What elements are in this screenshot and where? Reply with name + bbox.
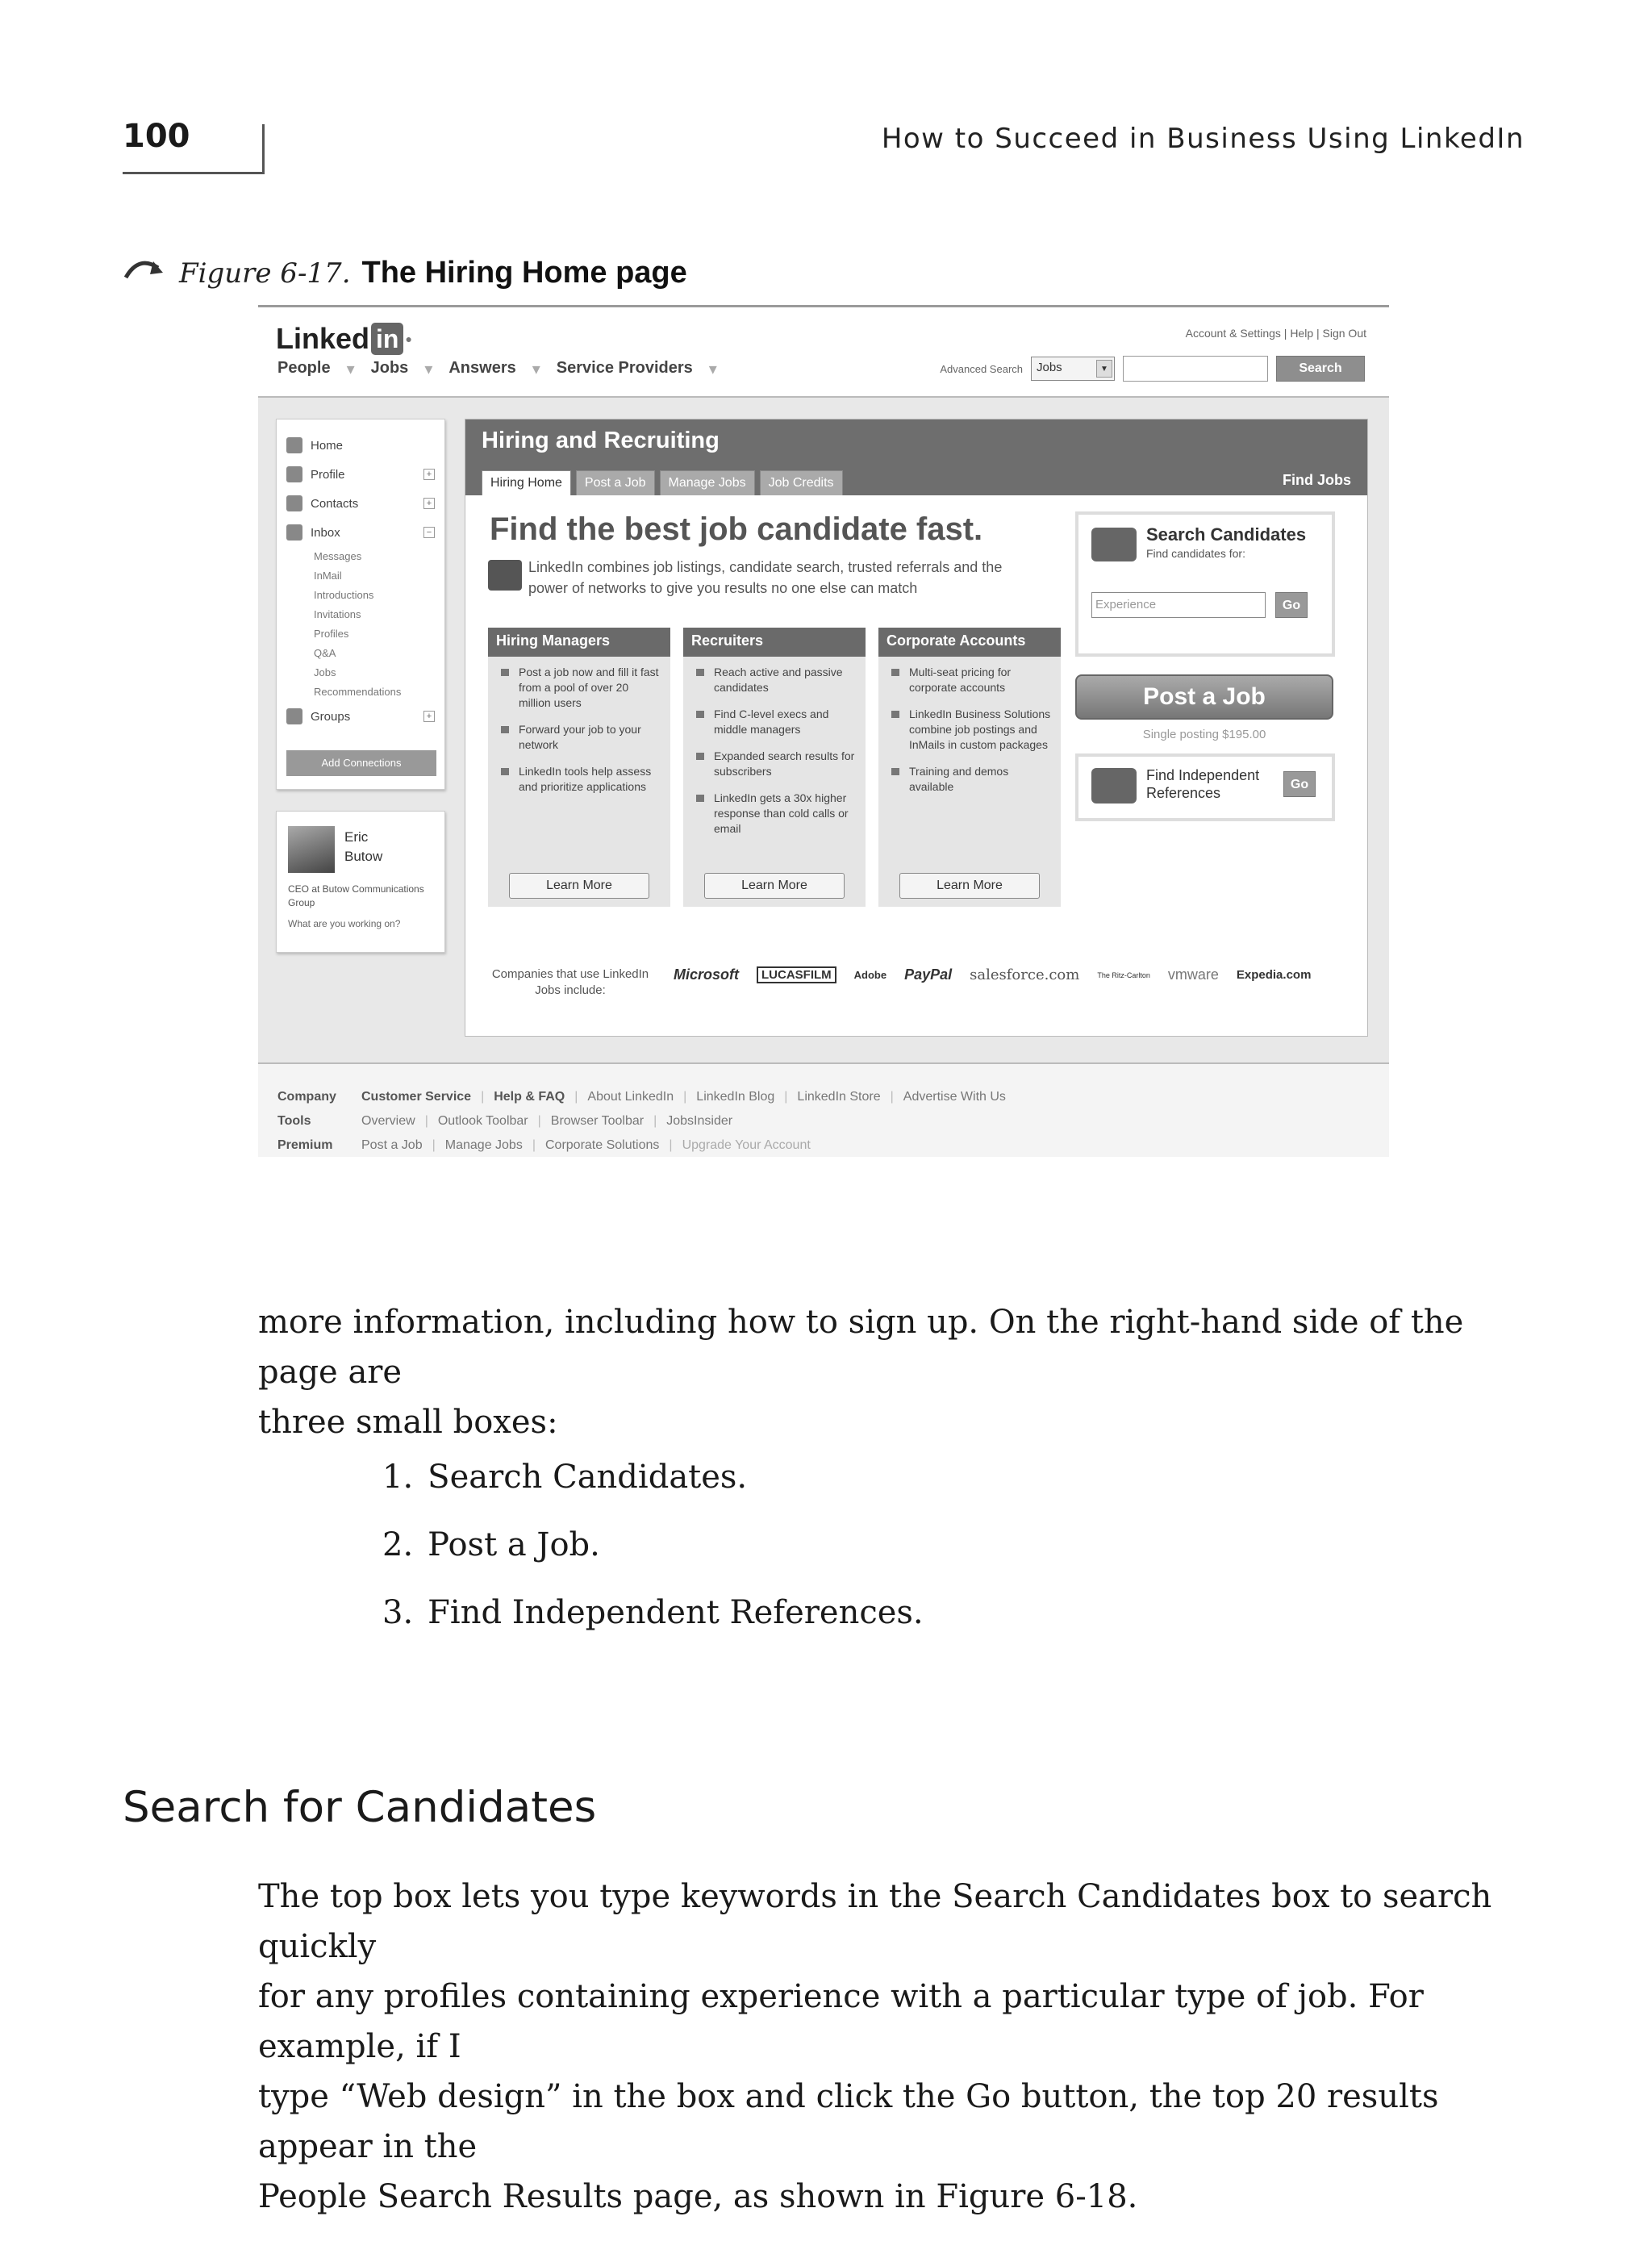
hiring-tabs (482, 470, 843, 495)
footer-link[interactable]: Browser Toolbar (550, 1114, 645, 1128)
learn-more-button[interactable]: Learn More (509, 873, 649, 899)
figure-label: Figure 6-17. (179, 257, 351, 290)
sidebar-item-groups[interactable] (286, 702, 435, 731)
curved-arrow-icon (123, 253, 168, 282)
list-item: Reach active and passive candidates (693, 665, 856, 695)
hiring-title: Hiring and Recruiting (482, 428, 720, 453)
footer-link[interactable]: LinkedIn Store (797, 1090, 881, 1104)
column-recruiters (683, 628, 866, 907)
footer-link[interactable]: Manage Jobs (444, 1138, 523, 1152)
tab-job-credits[interactable]: Job Credits (760, 470, 843, 495)
nav-service-providers[interactable]: Service Providers (556, 359, 693, 377)
logo-text: Linked (276, 322, 370, 355)
profile-card (276, 811, 445, 953)
sidebar-subitem-recommendations[interactable]: Recommendations (314, 686, 402, 698)
footer-link[interactable]: Post a Job (361, 1138, 423, 1152)
figure-caption (123, 253, 687, 290)
header-search (940, 356, 1365, 382)
companies-label: Companies that use LinkedIn Jobs include: (491, 967, 649, 997)
footer-link[interactable]: Help & FAQ (494, 1090, 565, 1104)
chevron-down-icon: ▼ (1096, 360, 1112, 378)
search-candidates-go-button[interactable]: Go (1275, 592, 1308, 618)
nav-dropdown-icon[interactable]: ▾ (424, 361, 433, 378)
references-icon (1091, 768, 1137, 804)
list-text: Search Candidates. (428, 1459, 748, 1496)
list-item: Training and demos available (888, 764, 1051, 795)
sidebar-subitem-profiles[interactable]: Profiles (314, 628, 349, 640)
list-number: 1. (382, 1459, 414, 1496)
nav-dropdown-icon[interactable]: ▾ (346, 361, 355, 378)
expand-icon[interactable]: + (423, 711, 435, 722)
column-corporate-accounts (878, 628, 1061, 907)
sidebar-item-contacts[interactable] (286, 489, 435, 518)
groups-icon (286, 708, 302, 724)
sidebar-item-inbox[interactable] (286, 518, 435, 547)
list-text: Post a Job. (428, 1526, 600, 1563)
tab-post-a-job[interactable]: Post a Job (576, 470, 655, 495)
footer-link[interactable]: JobsInsider (666, 1114, 733, 1128)
nav-people[interactable]: People (277, 359, 331, 377)
search-candidates-title: Search Candidates (1146, 524, 1307, 545)
footer-link[interactable]: Advertise With Us (903, 1090, 1006, 1104)
sidebar-subitem-qa[interactable]: Q&A (314, 647, 336, 659)
list-item: Forward your job to your network (498, 722, 661, 753)
footer-link[interactable]: LinkedIn Blog (696, 1090, 775, 1104)
home-icon (286, 437, 302, 453)
learn-more-button[interactable]: Learn More (899, 873, 1040, 899)
avatar[interactable] (288, 826, 335, 873)
learn-more-button[interactable]: Learn More (704, 873, 845, 899)
profile-last-name: Butow (344, 849, 383, 864)
paragraph-line: People Search Results page, as shown in Figure 6-18. (258, 2178, 1138, 2215)
experience-input[interactable]: Experience (1091, 592, 1266, 618)
search-candidates-subtitle: Find candidates for: (1146, 547, 1245, 560)
list-item (382, 1526, 924, 1594)
paragraph-line: three small boxes: (258, 1404, 558, 1441)
column-hiring-managers (488, 628, 670, 907)
sidebar-item-label: Inbox (311, 525, 340, 540)
logo-in-badge: in (371, 323, 403, 355)
footer-heading: Tools (277, 1114, 311, 1128)
body-paragraph-1 (258, 1297, 1533, 1447)
list-number: 2. (382, 1526, 414, 1563)
vmware-logo: vmware (1167, 966, 1219, 983)
tab-manage-jobs[interactable]: Manage Jobs (660, 470, 755, 495)
profile-headline: CEO at Butow Communications Group (288, 883, 424, 908)
footer-heading: Premium (277, 1138, 333, 1152)
account-links[interactable]: Account & Settings | Help | Sign Out (1185, 327, 1366, 340)
hiring-headline: Find the best job candidate fast. (490, 511, 983, 547)
profile-name[interactable] (344, 828, 382, 866)
advanced-search-link[interactable]: Advanced Search (940, 362, 1023, 375)
search-input[interactable] (1123, 356, 1268, 382)
paragraph-line: more information, including how to sign up. On the right-hand side of the page are (258, 1304, 1464, 1391)
sidebar-item-label: Contacts (311, 496, 359, 511)
list-text: Find Independent References. (428, 1594, 924, 1631)
footer-row-tools: Tools Overview | Outlook Toolbar | Browser Toolbar | JobsInsider (277, 1114, 733, 1128)
list-item: Expanded search results for subscribers (693, 749, 856, 779)
footer-link[interactable]: Upgrade Your Account (682, 1138, 811, 1152)
hiring-content (465, 419, 1368, 1037)
footer-link[interactable]: About LinkedIn (587, 1090, 674, 1104)
list-item: LinkedIn gets a 30x higher response than cold calls or email (693, 791, 856, 837)
hiring-header-bar (465, 419, 1367, 495)
running-head: How to Succeed in Business Using LinkedIn (881, 123, 1525, 155)
find-jobs-link[interactable]: Find Jobs (1283, 472, 1351, 488)
collapse-icon[interactable]: − (423, 527, 435, 538)
footer-link[interactable]: Overview (361, 1114, 415, 1128)
nav-jobs[interactable]: Jobs (370, 359, 409, 377)
section-heading: Search for Candidates (123, 1783, 597, 1832)
search-type-select[interactable] (1031, 357, 1115, 381)
tab-hiring-home[interactable]: Hiring Home (482, 470, 571, 495)
list-item: Find C-level execs and middle managers (693, 707, 856, 737)
nav-dropdown-icon[interactable]: ▾ (708, 361, 717, 378)
sidebar-subitem-invitations[interactable]: Invitations (314, 608, 361, 620)
search-button[interactable]: Search (1276, 356, 1365, 382)
list-item (382, 1594, 924, 1662)
footer-link[interactable]: Outlook Toolbar (437, 1114, 528, 1128)
list-item: Post a job now and fill it fast from a pool of over 20 million users (498, 665, 661, 711)
sidebar-subitem-introductions[interactable]: Introductions (314, 589, 374, 601)
paypal-logo: PayPal (904, 966, 953, 983)
linkedin-screenshot (258, 305, 1389, 1157)
people-search-icon (1091, 528, 1137, 561)
figure-title: The Hiring Home page (361, 256, 687, 290)
registered-mark-icon: ● (405, 332, 412, 345)
sidebar-subitem-inmail[interactable]: InMail (314, 570, 342, 582)
search-type-value: Jobs (1037, 361, 1062, 374)
column-heading: Hiring Managers (488, 628, 670, 657)
profile-first-name: Eric (344, 829, 369, 845)
sidebar-item-label: Profile (311, 467, 345, 482)
paragraph-line: for any profiles containing experience with a particular type of job. For example, if I (258, 1978, 1424, 2065)
left-sidebar (276, 419, 445, 790)
list-number: 3. (382, 1594, 414, 1631)
contacts-icon (286, 495, 302, 511)
inbox-icon (286, 524, 302, 541)
search-candidates-box (1075, 511, 1335, 657)
footer-row-company: Company Customer Service | Help & FAQ | About LinkedIn | LinkedIn Blog | LinkedIn Store | Advertise With Us (277, 1090, 1006, 1104)
sidebar-subitem-messages[interactable]: Messages (314, 550, 362, 562)
paragraph-line: The top box lets you type keywords in the Search Candidates box to search quickly (258, 1878, 1492, 1965)
post-job-price: Single posting $195.00 (1142, 728, 1266, 741)
main-nav (277, 359, 717, 379)
sidebar-subitem-jobs[interactable]: Jobs (314, 666, 336, 678)
expedia-logo: Expedia.com (1236, 968, 1312, 982)
find-references-box (1075, 753, 1335, 821)
list-item: LinkedIn Business Solutions combine job postings and InMails in custom packages (888, 707, 1051, 753)
expand-icon[interactable]: + (423, 498, 435, 509)
sidebar-item-label: Groups (311, 709, 351, 724)
add-connections-button[interactable]: Add Connections (286, 750, 436, 776)
company-logos (674, 966, 1311, 983)
sidebar-item-profile[interactable] (286, 460, 435, 489)
numbered-list (382, 1459, 924, 1662)
ritz-carlton-logo: The Ritz-Carlton (1097, 970, 1150, 979)
paragraph-line: type “Web design” in the box and click the Go button, the top 20 results appear in the (258, 2078, 1439, 2165)
sidebar-item-label: Home (311, 438, 344, 453)
hiring-intro: LinkedIn combines job listings, candidate search, trusted referrals and the power of networks to give you results no one else can match (528, 559, 1003, 596)
footer-row-premium: Premium Post a Job | Manage Jobs | Corporate Solutions | Upgrade Your Account (277, 1138, 811, 1152)
profile-icon (286, 466, 302, 482)
sidebar-item-home[interactable] (286, 431, 435, 460)
find-references-title: Find Independent References (1146, 767, 1260, 801)
briefcase-icon (488, 560, 522, 591)
site-footer (258, 1062, 1389, 1157)
list-item: LinkedIn tools help assess and prioritize applications (498, 764, 661, 795)
salesforce-logo: salesforce.com (970, 966, 1080, 983)
body-paragraph-2 (258, 1872, 1549, 2222)
list-item (382, 1459, 924, 1526)
site-header (258, 307, 1389, 398)
nav-answers[interactable]: Answers (448, 359, 516, 377)
footer-heading: Company (277, 1090, 336, 1104)
expand-icon[interactable]: + (423, 469, 435, 480)
lucasfilm-logo: LUCASFILM (757, 966, 836, 983)
nav-dropdown-icon[interactable]: ▾ (532, 361, 540, 378)
microsoft-logo: Microsoft (674, 966, 739, 983)
linkedin-logo[interactable] (276, 322, 412, 356)
adobe-logo: Adobe (853, 969, 887, 981)
post-a-job-button[interactable]: Post a Job (1075, 674, 1333, 720)
status-prompt[interactable]: What are you working on? (288, 918, 401, 929)
column-heading: Corporate Accounts (878, 628, 1061, 657)
find-references-go-button[interactable]: Go (1283, 771, 1316, 797)
list-item: Multi-seat pricing for corporate accounts (888, 665, 1051, 695)
footer-link[interactable]: Customer Service (361, 1090, 472, 1104)
column-heading: Recruiters (683, 628, 866, 657)
footer-link[interactable]: Corporate Solutions (544, 1138, 660, 1152)
page-number: 100 (123, 118, 190, 155)
